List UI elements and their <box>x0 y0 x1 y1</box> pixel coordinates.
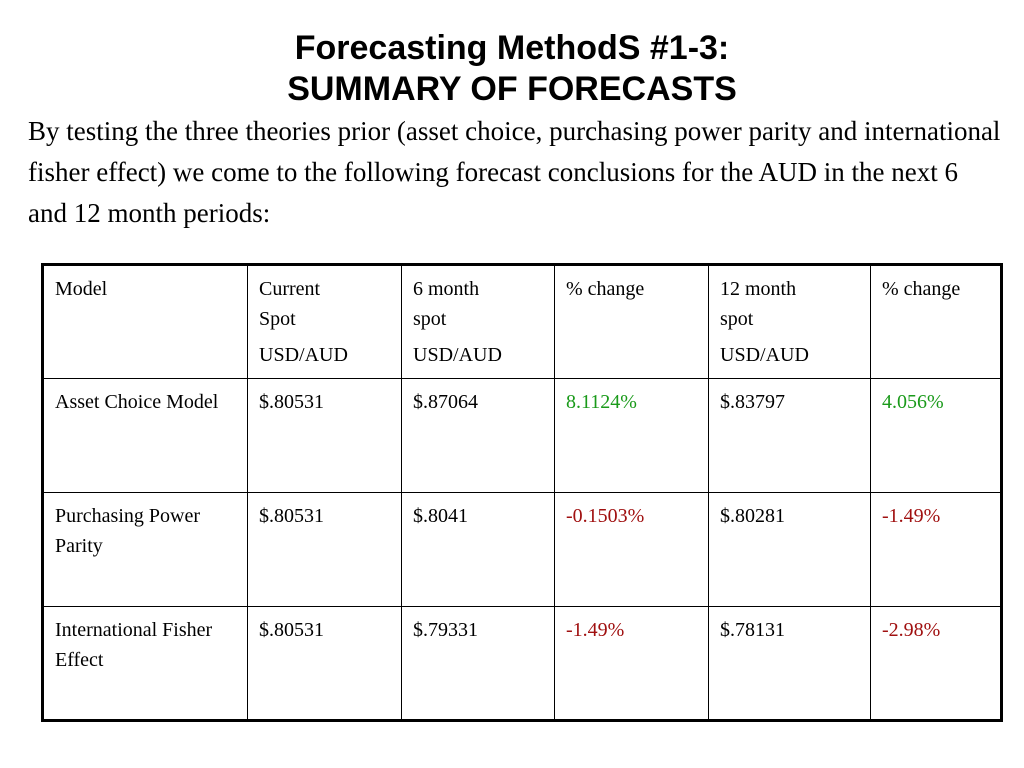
header-label: spot <box>720 308 754 330</box>
header-current-spot <box>248 265 402 379</box>
spot-6-month-cell: $.87064 <box>402 379 555 493</box>
header-12-month-spot <box>709 265 871 379</box>
header-label: % change <box>566 278 645 300</box>
header-unit: USD/AUD <box>413 344 502 366</box>
header-6-month-change <box>555 265 709 379</box>
change-6-month-cell: -0.1503% <box>555 493 709 607</box>
header-label: 6 month <box>413 278 480 300</box>
table-row <box>43 379 1002 493</box>
spot-12-month-cell: $.78131 <box>709 607 871 721</box>
slide-title-line-1: Forecasting MethodS #1-3: <box>294 29 730 67</box>
model-name-cell: International Fisher Effect <box>43 607 248 721</box>
header-label: 12 month <box>720 278 797 300</box>
change-12-month-cell: -1.49% <box>871 493 1002 607</box>
header-label: spot <box>413 308 447 330</box>
spot-6-month-cell: $.8041 <box>402 493 555 607</box>
header-label: Spot <box>259 308 296 330</box>
table-header-row <box>43 265 1002 379</box>
change-12-month-cell: 4.056% <box>871 379 1002 493</box>
current-spot-cell: $.80531 <box>248 379 402 493</box>
header-12-month-change <box>871 265 1002 379</box>
table-row <box>43 493 1002 607</box>
header-label: Model <box>55 278 108 300</box>
change-6-month-cell: -1.49% <box>555 607 709 721</box>
header-model <box>43 265 248 379</box>
header-6-month-spot <box>402 265 555 379</box>
spot-12-month-cell: $.80281 <box>709 493 871 607</box>
current-spot-cell: $.80531 <box>248 607 402 721</box>
header-label: Current <box>259 278 321 300</box>
current-spot-cell: $.80531 <box>248 493 402 607</box>
spot-12-month-cell: $.83797 <box>709 379 871 493</box>
slide-title-line-2: SUMMARY OF FORECASTS <box>287 70 737 108</box>
header-unit: USD/AUD <box>259 344 348 366</box>
slide-title <box>0 28 1024 110</box>
change-6-month-cell: 8.1124% <box>555 379 709 493</box>
header-unit: USD/AUD <box>720 344 809 366</box>
header-label: % change <box>882 278 961 300</box>
model-name-cell: Purchasing Power Parity <box>43 493 248 607</box>
table-row <box>43 607 1002 721</box>
intro-paragraph: By testing the three theories prior (asset choice, purchasing power parity and international fisher effect) we come to the following forecast conclusions for the AUD in the next 6 and 12 month periods: <box>28 116 1001 228</box>
spot-6-month-cell: $.79331 <box>402 607 555 721</box>
forecast-summary-table <box>41 263 1003 722</box>
change-12-month-cell: -2.98% <box>871 607 1002 721</box>
model-name-cell: Asset Choice Model <box>43 379 248 493</box>
